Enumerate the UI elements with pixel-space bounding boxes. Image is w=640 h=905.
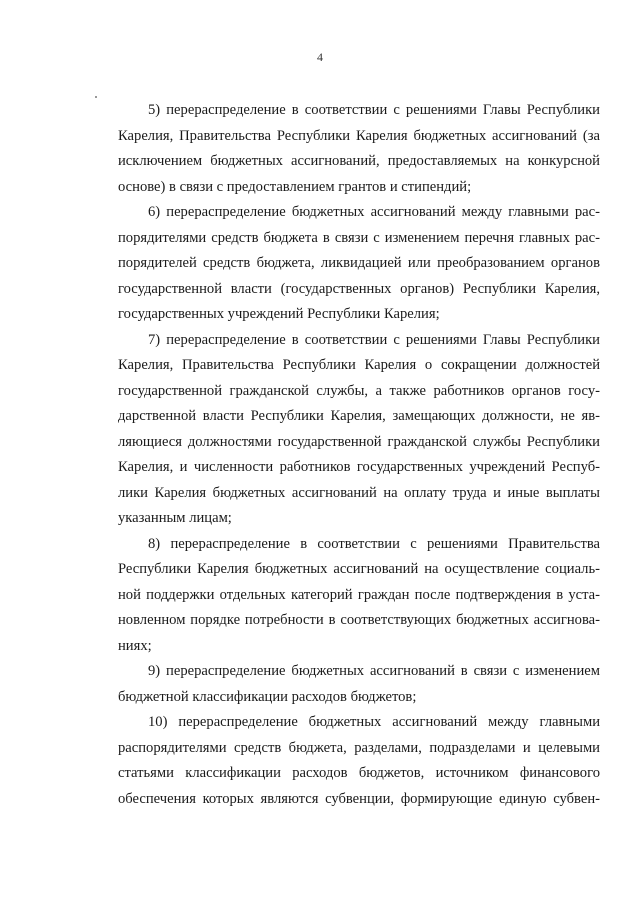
text-line: порядителями средств бюджета в связи с изменением перечня главных рас- [118,229,600,246]
text-line: 8) перераспределение в соответствии с решениями Правительства [148,535,600,552]
text-line: государственных учреждений Республики Карелия; [118,306,440,322]
text-line: ниях; [118,637,152,654]
text-line: 5) перераспределение в соответствии с решениями Главы Республики [148,102,600,118]
scan-artifact [95,96,97,98]
text-line: бюджетной классификации расходов бюджетов; [118,688,417,705]
text-line: распорядителями средств бюджета, разделами, подразделами и целевыми [118,739,600,756]
text-line: обеспечения которых являются субвенции, формирующие единую субвен- [118,790,600,807]
text-line: 6) перераспределение бюджетных ассигнований между главными рас- [148,204,600,220]
text-line: 10) перераспределение бюджетных ассигнований между главными [148,714,600,730]
text-line: исключением бюджетных ассигнований, предоставляемых на конкурсной [118,153,600,169]
text-line: Карелия, Правительства Республики Карелия о сокращении должностей [118,357,600,373]
text-line: Республики Карелия бюджетных ассигнований на осуществление социаль- [118,561,600,577]
text-line: лики Карелия бюджетных ассигнований на оплату труда и иные выплаты [118,484,600,501]
text-line: 7) перераспределение в соответствии с решениями Главы Республики [148,331,600,348]
text-line: статьями классификации расходов бюджетов, источником финансового [118,765,600,781]
text-line: государственной гражданской службы, а также работников органов госу- [118,382,600,399]
text-line: ляющиеся должностями государственной гражданской службы Республики [118,433,600,450]
paragraph-item-7 [118,328,600,532]
text-line: Карелия, и численности работников государственных учреждений Респуб- [118,459,600,475]
text-line: дарственной власти Республики Карелия, замещающих должности, не яв- [118,408,600,424]
paragraph-item-8 [118,532,600,660]
text-line: Карелия, Правительства Республики Карелия бюджетных ассигнований (за [118,127,600,144]
paragraph-item-5 [118,98,600,200]
text-line: государственной власти (государственных органов) Республики Карелия, [118,280,600,297]
text-line: указанным лицам; [118,510,232,526]
paragraph-item-9 [118,659,600,710]
text-line: ной поддержки отдельных категорий граждан после подтверждения в уста- [118,586,600,603]
paragraph-item-6 [118,200,600,328]
page-number: 4 [317,50,323,64]
text-line: 9) перераспределение бюджетных ассигнований в связи с изменением [148,663,600,679]
text-line: порядителей средств бюджета, ликвидацией или преобразованием органов [118,255,600,271]
paragraph-item-10 [118,710,600,812]
document-body [118,98,600,812]
text-line: новленном порядке потребности в соответствующих бюджетных ассигнова- [118,612,600,628]
text-line: основе) в связи с предоставлением грантов и стипендий; [118,178,472,195]
